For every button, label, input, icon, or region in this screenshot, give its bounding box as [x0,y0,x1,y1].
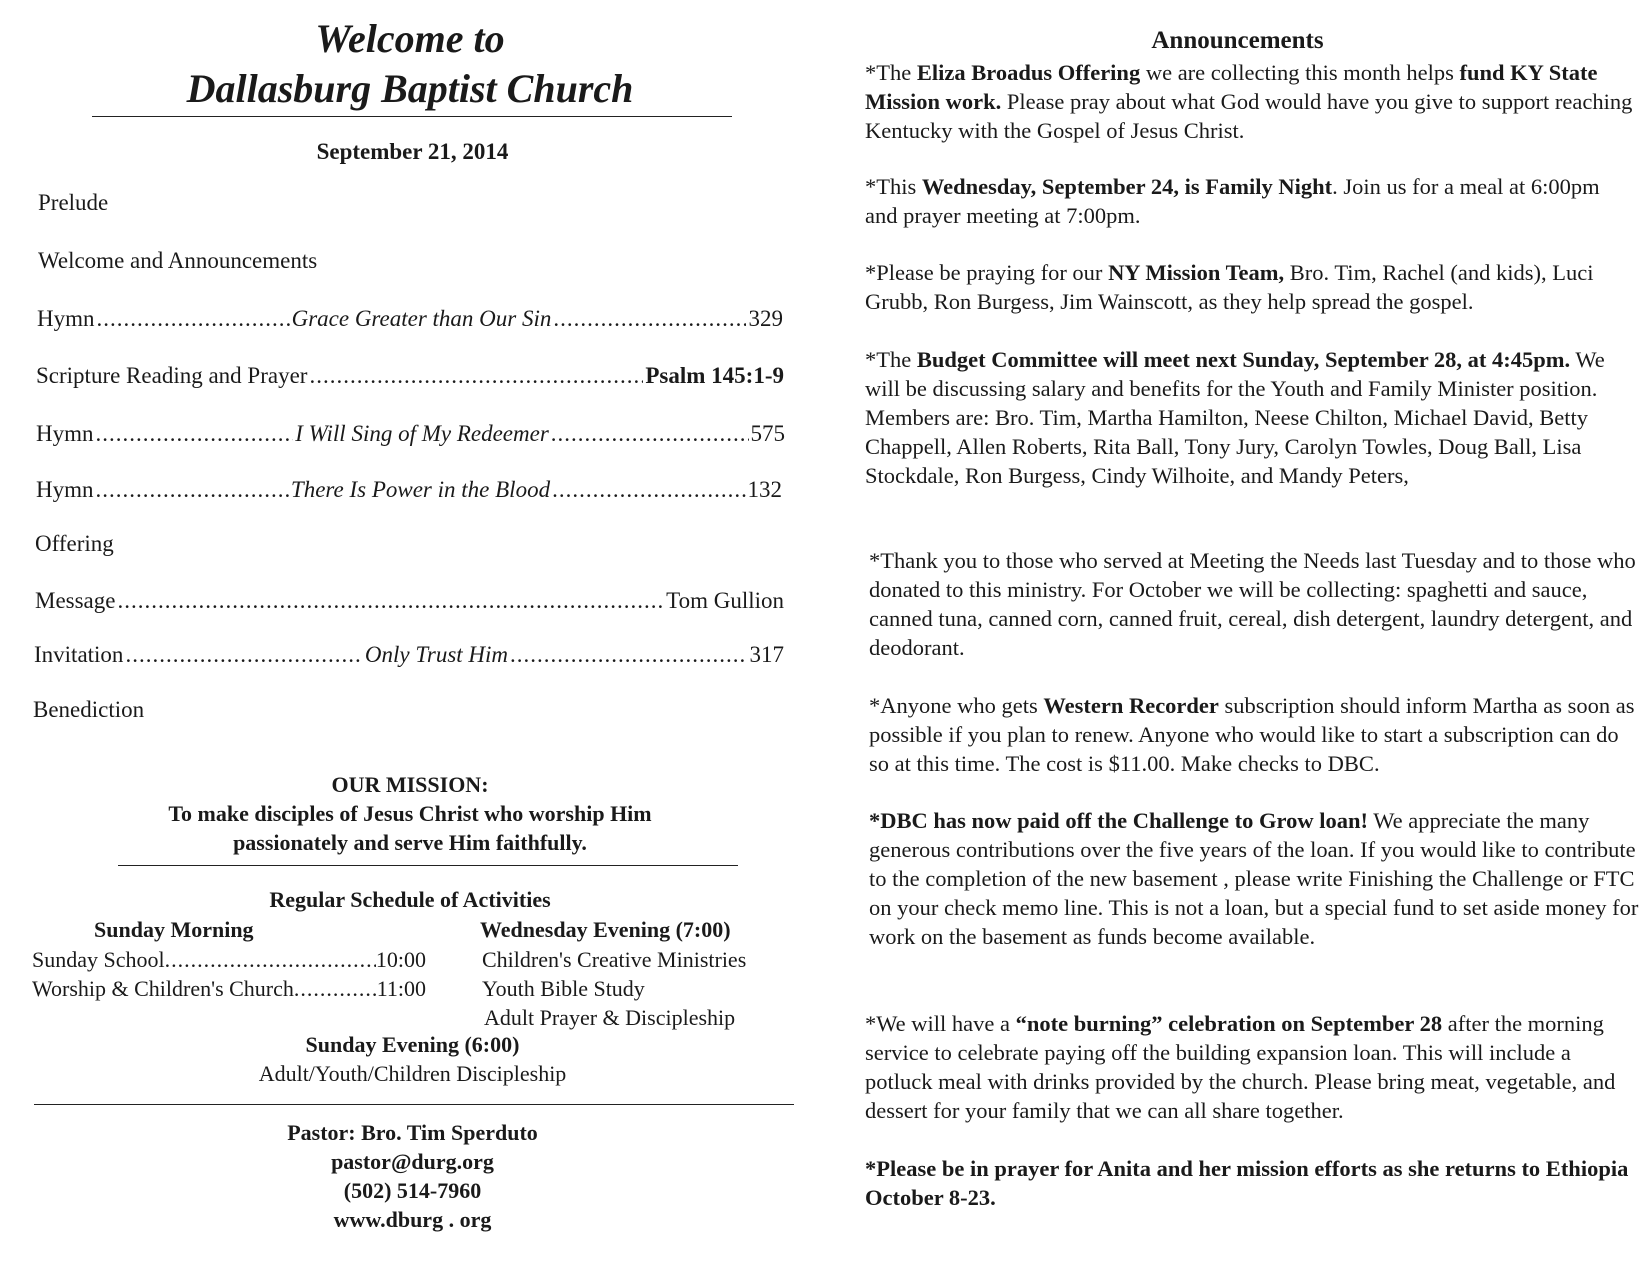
wednesday-item: Children's Creative Ministries [482,947,747,972]
dot-leader [553,306,746,332]
order-label: Invitation [34,642,124,667]
order-label: Hymn [36,421,94,446]
wednesday-evening-heading: Wednesday Evening (7:00) [480,917,731,942]
service-date: September 21, 2014 [316,139,509,164]
order-label: Welcome and Announcements [38,248,318,273]
announcement-anita-ethiopia: *Please be in prayer for Anita and her mission efforts as she returns to Ethiopia October 8-23. [865,1156,1629,1210]
worship-label: Worship & Children's Church [32,976,294,1001]
mission-statement [80,770,740,857]
announcements-title: Announcements [1151,27,1324,54]
dot-leader [551,421,749,447]
order-item-hymn-3 [36,477,782,509]
title-line-2: Dallasburg Baptist Church [186,66,634,111]
dot-leader [552,477,745,503]
church-website: www.dburg . org [333,1207,492,1232]
sunday-school-time: 10:00 [375,947,426,972]
order-label: Hymn [37,306,95,331]
sunday-evening-heading: Sunday Evening (6:00) [305,1032,520,1057]
announcement-family-night: *This Wednesday, September 24, is Family Night. Join us for a meal at 6:00pm and prayer meeting at 7:00pm. [865,174,1600,228]
dot-leader [309,363,643,389]
order-label: Scripture Reading and Prayer [36,363,308,388]
dot-leader [510,642,747,668]
hymn-number: 329 [748,306,783,331]
church-phone: (502) 514-7960 [343,1178,482,1203]
announcement-challenge-to-grow: *DBC has now paid off the Challenge to Grow loan! We appreciate the many generous contributions over the five years of the loan. If you would like to contribute to the completion of the new basement , please write Finishing the Challenge or FTC on your check memo line. This is not a loan, but a special fund to set aside money for work on the basement as funds become available. [869,808,1639,949]
announcement-ny-mission: *Please be praying for our NY Mission Team, Bro. Tim, Rachel (and kids), Luci Grubb, Ron Burgess, Jim Wainscott, as they help spread the gospel. [865,260,1594,314]
hymn-number: 132 [747,477,782,502]
hymn-number: 317 [749,642,784,667]
scripture-reference: Psalm 145:1-9 [645,363,784,388]
wednesday-item: Youth Bible Study [482,976,645,1001]
sunday-school-label: Sunday School [32,947,165,972]
hymn-title: There Is Power in the Blood [290,477,551,502]
mission-divider [118,865,738,866]
order-item-invitation [34,642,784,674]
dot-leader [117,588,664,614]
dot-leader [165,947,376,973]
hymn-title: Only Trust Him [364,642,509,667]
sunday-evening-item: Adult/Youth/Children Discipleship [258,1061,567,1086]
announcement-note-burning: *We will have a “note burning” celebration on September 28 after the morning service to celebrate paying off the building expansion loan. This will include a potluck meal with drinks provided by the church. Please bring meat, vegetable, and dessert for your family that we can all share together. [865,1011,1616,1123]
title-line-1: Welcome to [315,16,505,61]
hymn-number: 575 [750,421,785,446]
hymn-title: Grace Greater than Our Sin [291,306,552,331]
hymn-title: I Will Sing of My Redeemer [295,421,549,446]
dot-leader [125,642,362,668]
mission-line-2: passionately and serve Him faithfully. [233,830,587,855]
title-divider [92,116,732,117]
order-item-hymn-1 [37,306,783,338]
sunday-morning-heading: Sunday Morning [94,917,254,942]
order-item-prelude [38,190,108,222]
announcement-meeting-the-needs: *Thank you to those who served at Meeting the Needs last Tuesday and to those who donated to this ministry. For October we will be collecting: spaghetti and sauce, canned tuna, canned corn, canned fruit, cereal, dish detergent, laundry detergent, and deodorant. [869,548,1636,660]
announcement-budget-committee: *The Budget Committee will meet next Sunday, September 28, at 4:45pm. We will be discussing salary and benefits for the Youth and Family Minister position. Members are: Bro. Tim, Martha Hamilton, Neese Chilton, Michael David, Betty Chappell, Allen Roberts, Rita Ball, Tony Jury, Carolyn Towles, Doug Ball, Lisa Stockdale, Ron Burgess, Cindy Wilhoite, and Mandy Peters, [865,347,1605,488]
order-item-welcome [38,248,317,280]
pastor-email: pastor@durg.org [331,1149,494,1174]
order-label: Message [35,588,116,613]
dot-leader [96,477,289,503]
pastor-contact [0,1118,825,1234]
order-item-scripture [36,363,784,395]
dot-leader [97,306,290,332]
sunday-school-line [32,947,426,973]
schedule-title: Regular Schedule of Activities [269,887,551,912]
mission-line-1: To make disciples of Jesus Christ who worship Him [168,801,652,826]
order-item-offering [35,531,114,563]
announcement-eliza-broadus: *The Eliza Broadus Offering we are collecting this month helps fund KY State Mission work. Please pray about what God would have you give to support reaching Kentucky with the Gospel of Jesus Christ. [865,60,1633,143]
order-label: Benediction [33,697,145,722]
mission-heading: OUR MISSION: [331,772,489,797]
announcement-western-recorder: *Anyone who gets Western Recorder subscription should inform Martha as soon as possible if you plan to renew. Anyone who would like to start a subscription can do so at this time. The cost is $11.00. Make checks to DBC. [869,693,1635,776]
order-item-hymn-2 [36,421,785,453]
order-item-benediction [33,697,144,729]
dot-leader [96,421,294,447]
worship-time: 11:00 [376,976,426,1001]
pastor-name: Pastor: Bro. Tim Sperduto [287,1120,538,1145]
bulletin-title [80,14,740,114]
order-item-message [35,588,784,620]
wednesday-item: Adult Prayer & Discipleship [484,1005,736,1030]
order-label: Offering [35,531,114,556]
speaker-name: Tom Gullion [666,588,784,613]
schedule-divider [34,1104,794,1105]
bulletin-right-page [825,0,1650,1275]
worship-line [32,976,426,1002]
order-label: Prelude [38,190,109,215]
order-label: Hymn [36,477,94,502]
dot-leader [294,976,377,1002]
